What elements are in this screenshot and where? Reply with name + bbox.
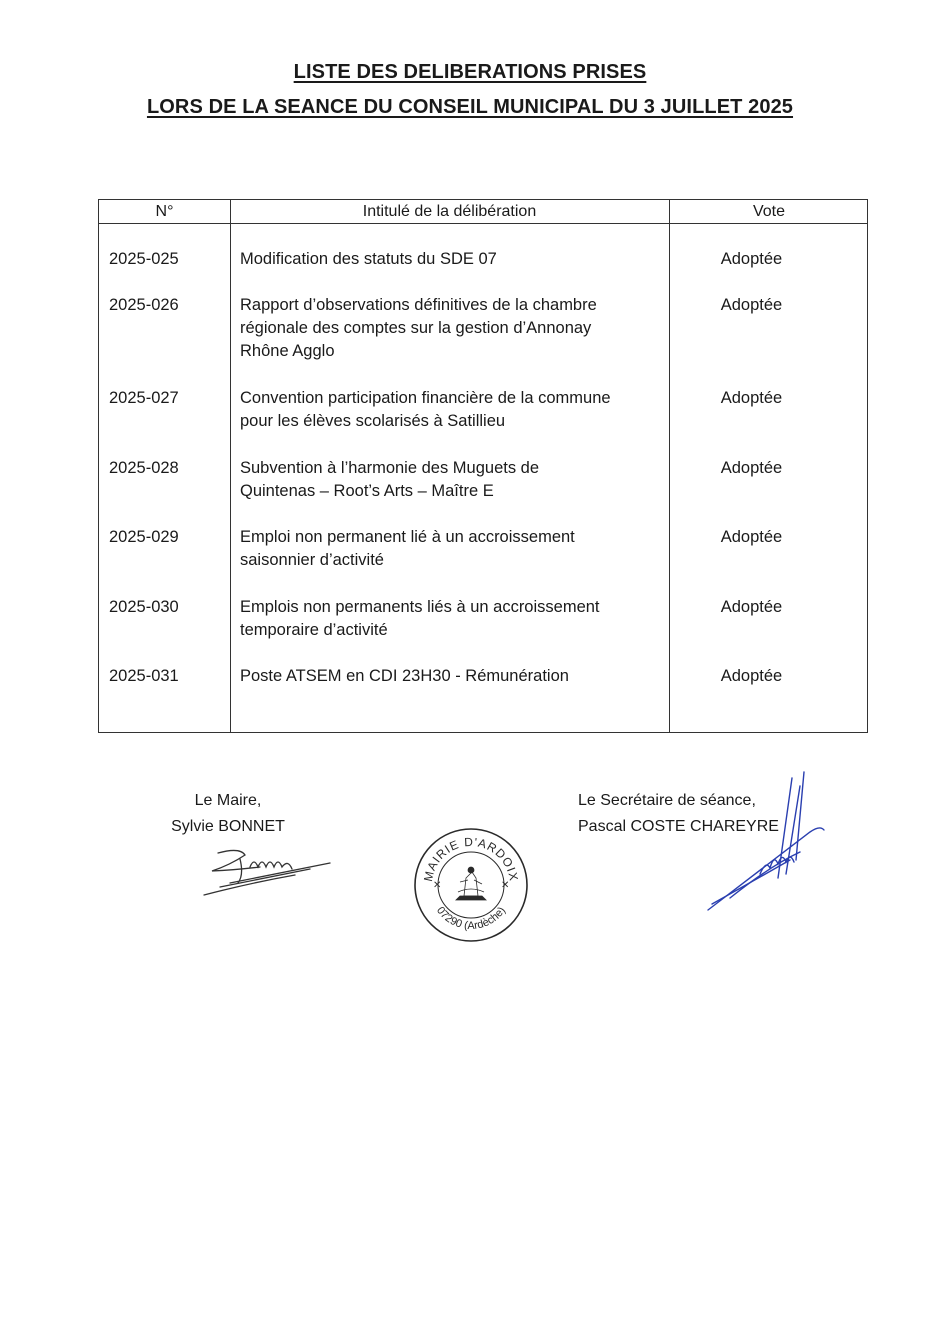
deliberation-vote: Adoptée (720, 296, 783, 314)
stamp-top-text: MAIRIE D'ARDOIX (420, 834, 521, 883)
deliberation-title: Modification des statuts du SDE 07 (240, 250, 497, 268)
deliberation-number: 2025-026 (109, 296, 179, 314)
header-vote: Vote (752, 203, 786, 220)
deliberation-number: 2025-025 (109, 250, 179, 268)
deliberation-title: Subvention à l’harmonie des Muguets de Quintenas – Root’s Arts – Maître E (240, 459, 540, 500)
header-title: Intitulé de la délibération (362, 203, 537, 220)
maire-signature-block (163, 788, 293, 840)
deliberation-number: 2025-029 (109, 528, 179, 546)
column-divider (230, 200, 231, 732)
deliberation-title: Emplois non permanents liés à un accroissement temporaire d’activité (240, 598, 600, 639)
deliberation-vote: Adoptée (720, 598, 783, 616)
town-hall-stamp (412, 826, 530, 944)
svg-text:✕: ✕ (433, 880, 442, 891)
deliberation-title: Convention participation financière de la commune pour les élèves scolarisés à Satillieu (240, 389, 611, 430)
deliberation-number: 2025-028 (109, 459, 179, 477)
deliberation-vote: Adoptée (720, 667, 783, 685)
deliberation-vote: Adoptée (720, 389, 783, 407)
deliberation-vote: Adoptée (720, 250, 783, 268)
deliberation-title: Poste ATSEM en CDI 23H30 - Rémunération (240, 667, 569, 685)
deliberation-number: 2025-030 (109, 598, 179, 616)
secretaire-signature-image (700, 770, 830, 915)
deliberation-number: 2025-027 (109, 389, 179, 407)
maire-role: Le Maire, (194, 792, 262, 809)
maire-name: Sylvie BONNET (171, 818, 285, 835)
header-divider (99, 223, 867, 224)
stamp-bottom-text: 07290 (Ardèche) (433, 904, 509, 932)
deliberations-table (98, 199, 868, 733)
deliberation-vote: Adoptée (720, 528, 783, 546)
secretaire-role: Le Secrétaire de séance, (578, 792, 756, 809)
deliberation-number: 2025-031 (109, 667, 179, 685)
deliberation-title: Emploi non permanent lié à un accroissement saisonnier d’activité (240, 528, 575, 569)
maire-signature-image (200, 845, 340, 900)
deliberation-title: Rapport d’observations définitives de la chambre régionale des comptes sur la gestion d’Annonay Rhône Agglo (240, 296, 597, 360)
document-title: LISTE DES DELIBERATIONS PRISES (293, 61, 647, 83)
svg-text:✕: ✕ (501, 880, 510, 891)
document-subtitle: LORS DE LA SEANCE DU CONSEIL MUNICIPAL DU 3 JUILLET 2025 (146, 96, 794, 118)
deliberation-vote: Adoptée (720, 459, 783, 477)
secretaire-name: Pascal COSTE CHAREYRE (578, 818, 779, 835)
header-number: N° (155, 203, 174, 220)
